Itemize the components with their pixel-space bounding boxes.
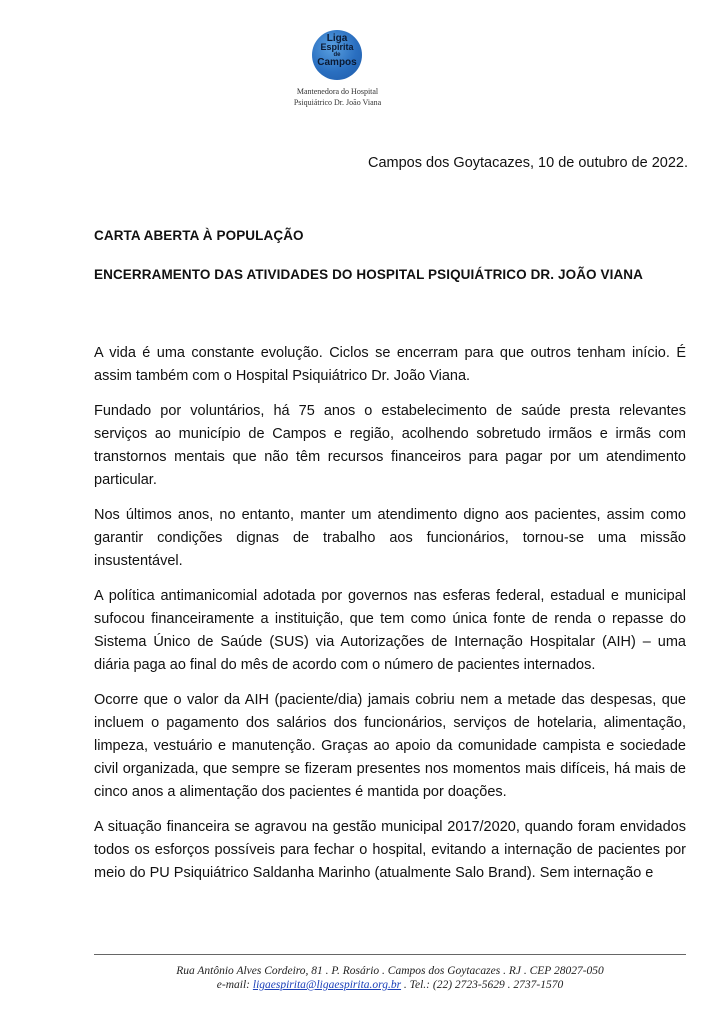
logo-line-4: Campos: [317, 57, 357, 68]
logo-subtitle-line-1: Mantenedora do Hospital: [296, 87, 379, 96]
letter-subtitle: ENCERRAMENTO DAS ATIVIDADES DO HOSPITAL PSIQUIÁTRICO DR. JOÃO VIANA: [94, 267, 643, 282]
footer-phone: . Tel.: (22) 2723-5629 . 2737-1570: [403, 979, 564, 991]
footer-contact: [94, 979, 686, 991]
logo-line-2: Espírita: [320, 42, 354, 52]
paragraph: Nos últimos anos, no entanto, manter um atendimento digno aos pacientes, assim como garantir condições dignas de trabalho aos funcionários, tornou-se uma missão insustentável.: [94, 507, 686, 569]
footer-email-label: e-mail:: [216, 979, 250, 991]
logo-line-1: Liga: [326, 33, 348, 44]
paragraph: Fundado por voluntários, há 75 anos o estabelecimento de saúde presta relevantes serviços ao município de Campos e região, acolhendo sobretudo irmãos e irmãs com transtornos mentais que não têm recursos financeiros para pagar por um atendimento particular.: [94, 403, 686, 488]
logo-subtitle-line-2: Psiquiátrico Dr. João Viana: [293, 98, 382, 107]
letter-date: Campos dos Goytacazes, 10 de outubro de 2022.: [367, 155, 688, 171]
letter-body: [94, 342, 686, 897]
footer-address: Rua Antônio Alves Cordeiro, 81 . P. Rosário . Campos dos Goytacazes . RJ . CEP 28027-050: [176, 965, 604, 977]
logo-wordmark: [312, 34, 362, 67]
paragraph: A situação financeira se agravou na gestão municipal 2017/2020, quando foram envidados todos os esforços possíveis para fechar o hospital, evitando a internação de pacientes por meio do PU Psiquiátrico Saldanha Marinho (atualmente Salo Brand). Sem internação e: [94, 819, 686, 881]
paragraph: A política antimanicomial adotada por governos nas esferas federal, estadual e municipal sufocou financeiramente a instituição, que tem como única fonte de renda o repasse do Sistema Único de Saúde (SUS) via Autorizações de Internação Hospitalar (AIH) – uma diária paga ao final do mês de acordo com o número de pacientes internados.: [94, 588, 686, 673]
logo-subtitle: [250, 86, 425, 108]
footer-divider: [94, 954, 686, 955]
letter-title: CARTA ABERTA À POPULAÇÃO: [94, 228, 304, 243]
footer-email-link[interactable]: ligaespirita@ligaespirita.org.br: [252, 979, 402, 991]
paragraph: Ocorre que o valor da AIH (paciente/dia) jamais cobriu nem a metade das despesas, que incluem o pagamento dos salários dos funcionários, serviços de hotelaria, alimentação, limpeza, vestuário e manutenção. Graças ao apoio da comunidade campista e sociedade civil organizada, que sempre se fizeram presentes nos momentos mais difíceis, há mais de cinco anos a alimentação dos pacientes é mantida por doações.: [94, 692, 686, 800]
organization-logo: [312, 30, 362, 80]
paragraph: A vida é uma constante evolução. Ciclos se encerram para que outros tenham início. É assim também com o Hospital Psiquiátrico Dr. João Viana.: [94, 345, 686, 384]
logo-line-3: de: [333, 52, 341, 58]
